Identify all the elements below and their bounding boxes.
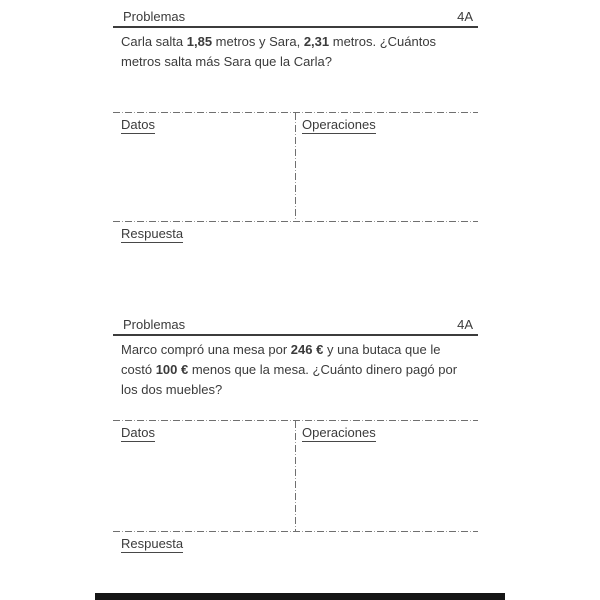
problem-card-1	[113, 10, 478, 258]
card-title: Problemas	[123, 317, 186, 332]
problem-line: los dos muebles?	[121, 382, 223, 397]
problem-line: Carla salta 1,85 metros y Sara, 2,31 metros. ¿Cuántos	[121, 34, 437, 49]
separator-line-bottom	[113, 531, 478, 532]
column-divider-line	[295, 421, 296, 531]
separator-line-bottom	[113, 221, 478, 222]
datos-label: Datos	[121, 425, 155, 440]
work-area	[113, 420, 478, 532]
problem-text	[121, 340, 478, 400]
operaciones-label: Operaciones	[302, 117, 376, 132]
problem-card-2	[113, 318, 478, 563]
card-code: 4A	[457, 9, 473, 24]
card-code: 4A	[457, 317, 473, 332]
problem-line: costó 100 € menos que la mesa. ¿Cuánto dinero pagó por	[121, 362, 458, 377]
problem-line: Marco compró una mesa por 246 € y una butaca que le	[121, 342, 441, 357]
card-title: Problemas	[123, 9, 186, 24]
work-area	[113, 112, 478, 222]
card-header	[113, 10, 478, 28]
problem-text	[121, 32, 478, 72]
respuesta-label: Respuesta	[121, 536, 184, 551]
operaciones-label: Operaciones	[302, 425, 376, 440]
bottom-edge-bar	[95, 593, 505, 600]
problem-line: metros salta más Sara que la Carla?	[121, 54, 332, 69]
datos-label: Datos	[121, 117, 155, 132]
card-header	[113, 318, 478, 336]
column-divider-line	[295, 113, 296, 221]
respuesta-label: Respuesta	[121, 226, 184, 241]
